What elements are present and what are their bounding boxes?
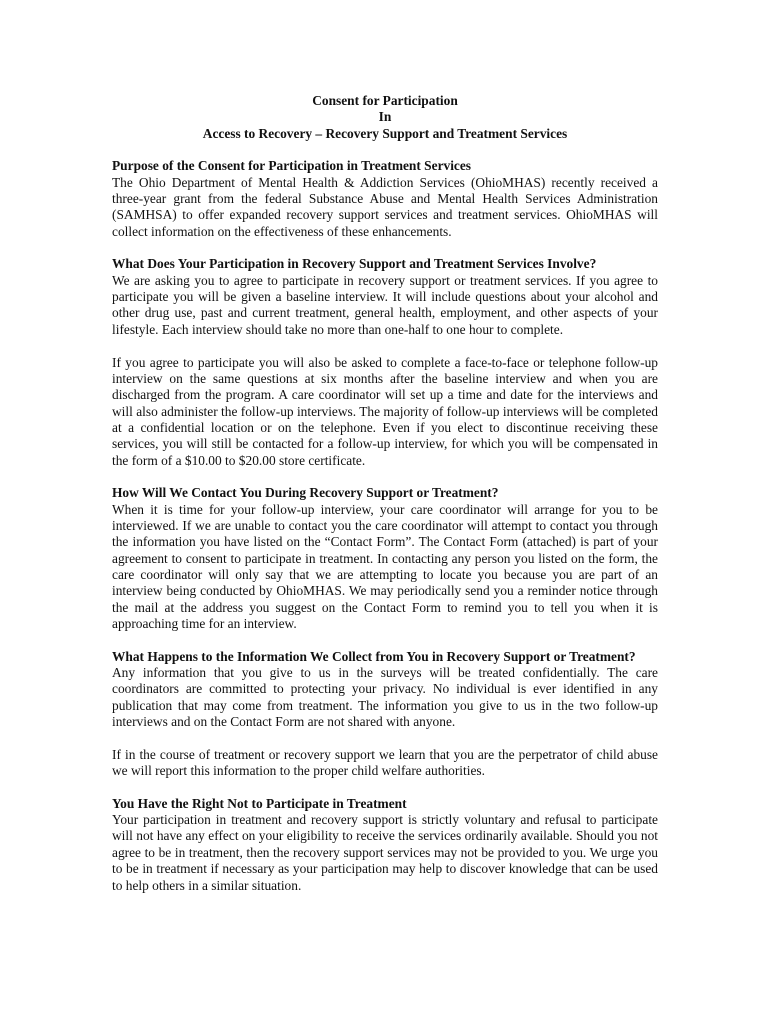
section-right-not-to-participate	[112, 796, 658, 894]
section-heading: You Have the Right Not to Participate in Treatment	[112, 795, 407, 811]
section-heading: What Happens to the Information We Collect from You in Recovery Support or Treatment?	[112, 648, 636, 664]
section-paragraph: If in the course of treatment or recovery support we learn that you are the perpetrator of child abuse we will report this information to the proper child welfare authorities.	[112, 746, 658, 779]
section-paragraph: Your participation in treatment and recovery support is strictly voluntary and refusal to participate will not have any effect on your eligibility to receive the services ordinarily available. Should you not agree to be in treatment, then the recovery support services may not be provided to you. We urge you to be in treatment if necessary as your participation may help to discover knowledge that can be used to help others in a similar situation.	[112, 812, 658, 893]
section-participation-involves	[112, 256, 658, 468]
section-purpose	[112, 158, 658, 240]
section-contact	[112, 485, 658, 632]
document-page	[112, 93, 658, 910]
title-line-1: Consent for Participation	[312, 93, 458, 108]
section-heading: What Does Your Participation in Recovery Support and Treatment Services Involve?	[112, 256, 597, 272]
document-title	[112, 93, 658, 142]
section-paragraph: The Ohio Department of Mental Health & Addiction Services (OhioMHAS) recently received a three-year grant from the federal Substance Abuse and Mental Health Services Administration (SAMHSA) to offer expanded recovery support services and treatment services. OhioMHAS will collect information on the effectiveness of these enhancements.	[112, 174, 658, 239]
section-paragraph: We are asking you to agree to participate in recovery support or treatment services. If you agree to participate you will be given a baseline interview. It will include questions about your alcohol and other drug use, past and current treatment, general health, employment, and other aspects of your lifestyle. Each interview should take no more than one-half to one hour to complete.	[112, 272, 658, 337]
section-paragraph: Any information that you give to us in the surveys will be treated confidentially. The care coordinators are committed to protecting your privacy. No individual is ever identified in any publication that may come from treatment. The information you give to us in the two follow-up interviews and on the Contact Form are not shared with anyone.	[112, 665, 658, 730]
section-heading: Purpose of the Consent for Participation in Treatment Services	[112, 158, 472, 174]
section-information-collected	[112, 649, 658, 780]
title-line-2: In	[378, 109, 392, 125]
title-line-3: Access to Recovery – Recovery Support and Treatment Services	[202, 125, 568, 141]
section-paragraph: When it is time for your follow-up interview, your care coordinator will arrange for you to be interviewed. If we are unable to contact you the care coordinator will attempt to contact you through the information you have listed on the “Contact Form”. The Contact Form (attached) is part of your agreement to consent to participate in treatment. In contacting any person you listed on the form, the care coordinator will only say that we are attempting to locate you because you are part of an interview being conducted by OhioMHAS. We may periodically send you a reminder notice through the mail at the address you suggest on the Contact Form to remind you to tell you when it is approaching time for an interview.	[112, 501, 658, 631]
section-heading: How Will We Contact You During Recovery Support or Treatment?	[112, 485, 499, 501]
section-paragraph: If you agree to participate you will also be asked to complete a face-to-face or telephone follow-up interview on the same questions at six months after the baseline interview and when you are discharged from the program. A care coordinator will set up a time and date for the interviews and will also administer the follow-up interviews. The majority of follow-up interviews will be completed at a confidential location or on the telephone. Even if you elect to discontinue receiving these services, you will still be contacted for a follow-up interview, for which you will be compensated in the form of a $10.00 to $20.00 store certificate.	[112, 354, 658, 468]
